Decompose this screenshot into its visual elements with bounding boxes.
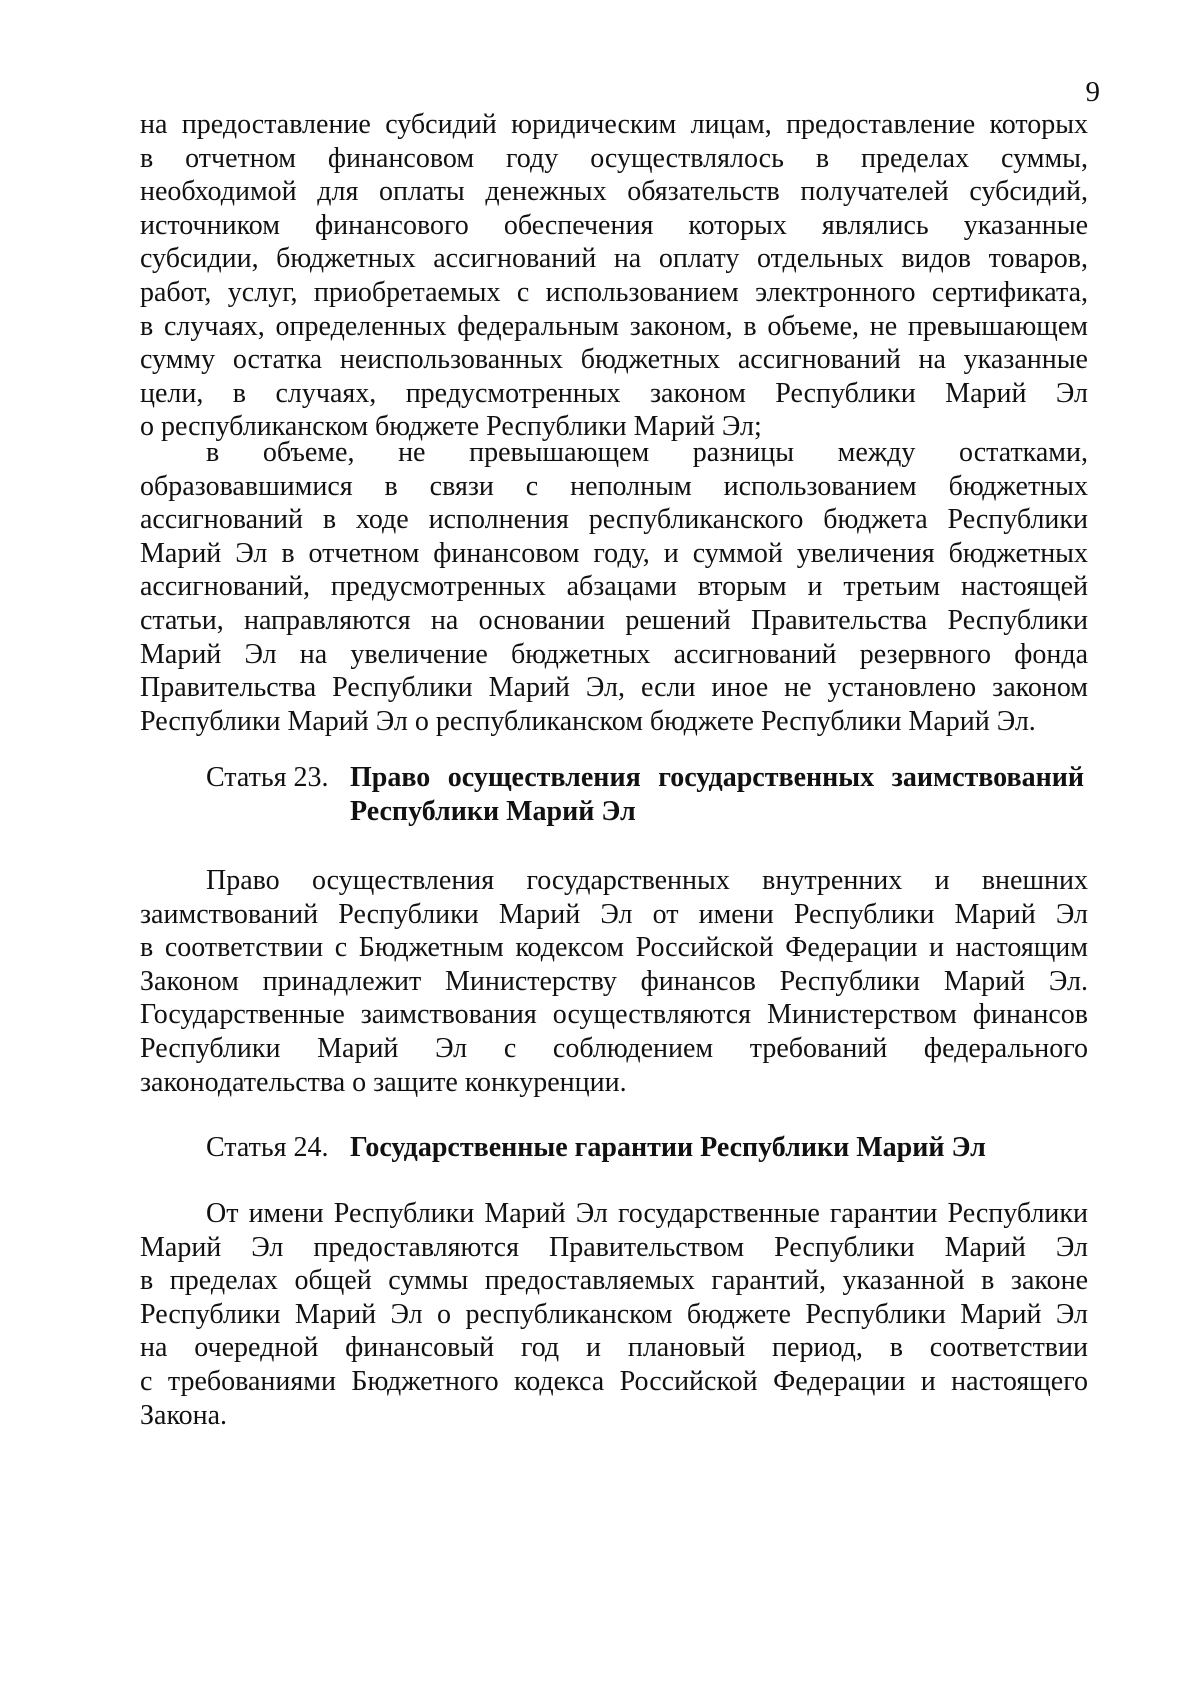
paragraph-volume — [140, 436, 1088, 738]
text-line: Республики Марий Эл с соблюдением требований федерального — [140, 1032, 1088, 1064]
text-line: Правительства Республики Марий Эл, если иное не установлено законом — [140, 672, 1088, 704]
text-line: Государственные заимствования осуществляются Министерством финансов — [140, 999, 1088, 1031]
text-line: необходимой для оплаты денежных обязательств получателей субсидий, — [140, 176, 1088, 208]
text-line: Республики Марий Эл о республиканском бюджете Республики Марий Эл. — [140, 705, 1036, 737]
paragraph-continuation — [140, 108, 1088, 444]
text-line: законодательства о защите конкуренции. — [140, 1066, 627, 1098]
text-line: с требованиями Бюджетного кодекса Российской Федерации и настоящего — [140, 1365, 1088, 1397]
title-line: Государственные гарантии Республики Марий Эл — [350, 1132, 986, 1163]
text-line: статьи, направляются на основании решений Правительства Республики — [140, 604, 1088, 636]
text-line: Закона. — [140, 1399, 228, 1431]
text-line: в объеме, не превышающем разницы между остатками, — [206, 437, 1088, 468]
article-24-label: Статья 24. — [206, 1132, 329, 1163]
article-23-heading — [206, 761, 1088, 829]
text-line: цели, в случаях, предусмотренных законом Республики Марий Эл — [140, 377, 1088, 409]
text-line: в пределах общей суммы предоставляемых гарантий, указанной в законе — [140, 1265, 1088, 1297]
text-line: Марий Эл предоставляются Правительством Республики Марий Эл — [140, 1231, 1088, 1263]
article-23-body — [140, 864, 1088, 1099]
text-line: на предоставление субсидий юридическим лицам, предоставление которых — [140, 109, 1088, 140]
text-line: в соответствии с Бюджетным кодексом Российской Федерации и настоящим — [140, 932, 1088, 964]
text-line: Право осуществления государственных внутренних и внешних — [206, 865, 1088, 896]
page-number: 9 — [1085, 76, 1100, 108]
text-line: Марий Эл в отчетном финансовом году, и суммой увеличения бюджетных — [140, 537, 1088, 569]
text-line: источником финансового обеспечения которых являлись указанные — [140, 209, 1088, 241]
title-line: Республики Марий Эл — [350, 796, 636, 827]
text-line: Республики Марий Эл о республиканском бюджете Республики Марий Эл — [140, 1298, 1088, 1330]
article-24-title — [350, 1131, 1084, 1165]
text-line: о республиканском бюджете Республики Марий Эл; — [140, 411, 762, 443]
text-line: в случаях, определенных федеральным законом, в объеме, не превышающем — [140, 310, 1088, 342]
text-line: на очередной финансовый год и плановый период, в соответствии — [140, 1332, 1088, 1364]
article-24-body — [140, 1197, 1088, 1432]
text-line: ассигнований в ходе исполнения республиканского бюджета Республики — [140, 504, 1088, 536]
text-line: сумму остатка неиспользованных бюджетных ассигнований на указанные — [140, 344, 1088, 376]
article-23-title — [350, 761, 1084, 829]
article-24-heading — [206, 1131, 1088, 1165]
text-line: работ, услуг, приобретаемых с использованием электронного сертификата, — [140, 276, 1088, 308]
title-line: Право осуществления государственных заимствований — [350, 762, 1084, 793]
text-line: От имени Республики Марий Эл государственные гарантии Республики — [206, 1198, 1088, 1229]
text-line: Законом принадлежит Министерству финансов Республики Марий Эл. — [140, 965, 1088, 997]
text-line: заимствований Республики Марий Эл от имени Республики Марий Эл — [140, 898, 1088, 930]
text-line: субсидии, бюджетных ассигнований на оплату отдельных видов товаров, — [140, 243, 1088, 275]
text-line: образовавшимися в связи с неполным использованием бюджетных — [140, 470, 1088, 502]
text-line: ассигнований, предусмотренных абзацами вторым и третьим настоящей — [140, 571, 1088, 603]
text-line: Марий Эл на увеличение бюджетных ассигнований резервного фонда — [140, 638, 1088, 670]
article-23-label: Статья 23. — [206, 762, 329, 793]
text-line: в отчетном финансовом году осуществлялось в пределах суммы, — [140, 142, 1088, 174]
